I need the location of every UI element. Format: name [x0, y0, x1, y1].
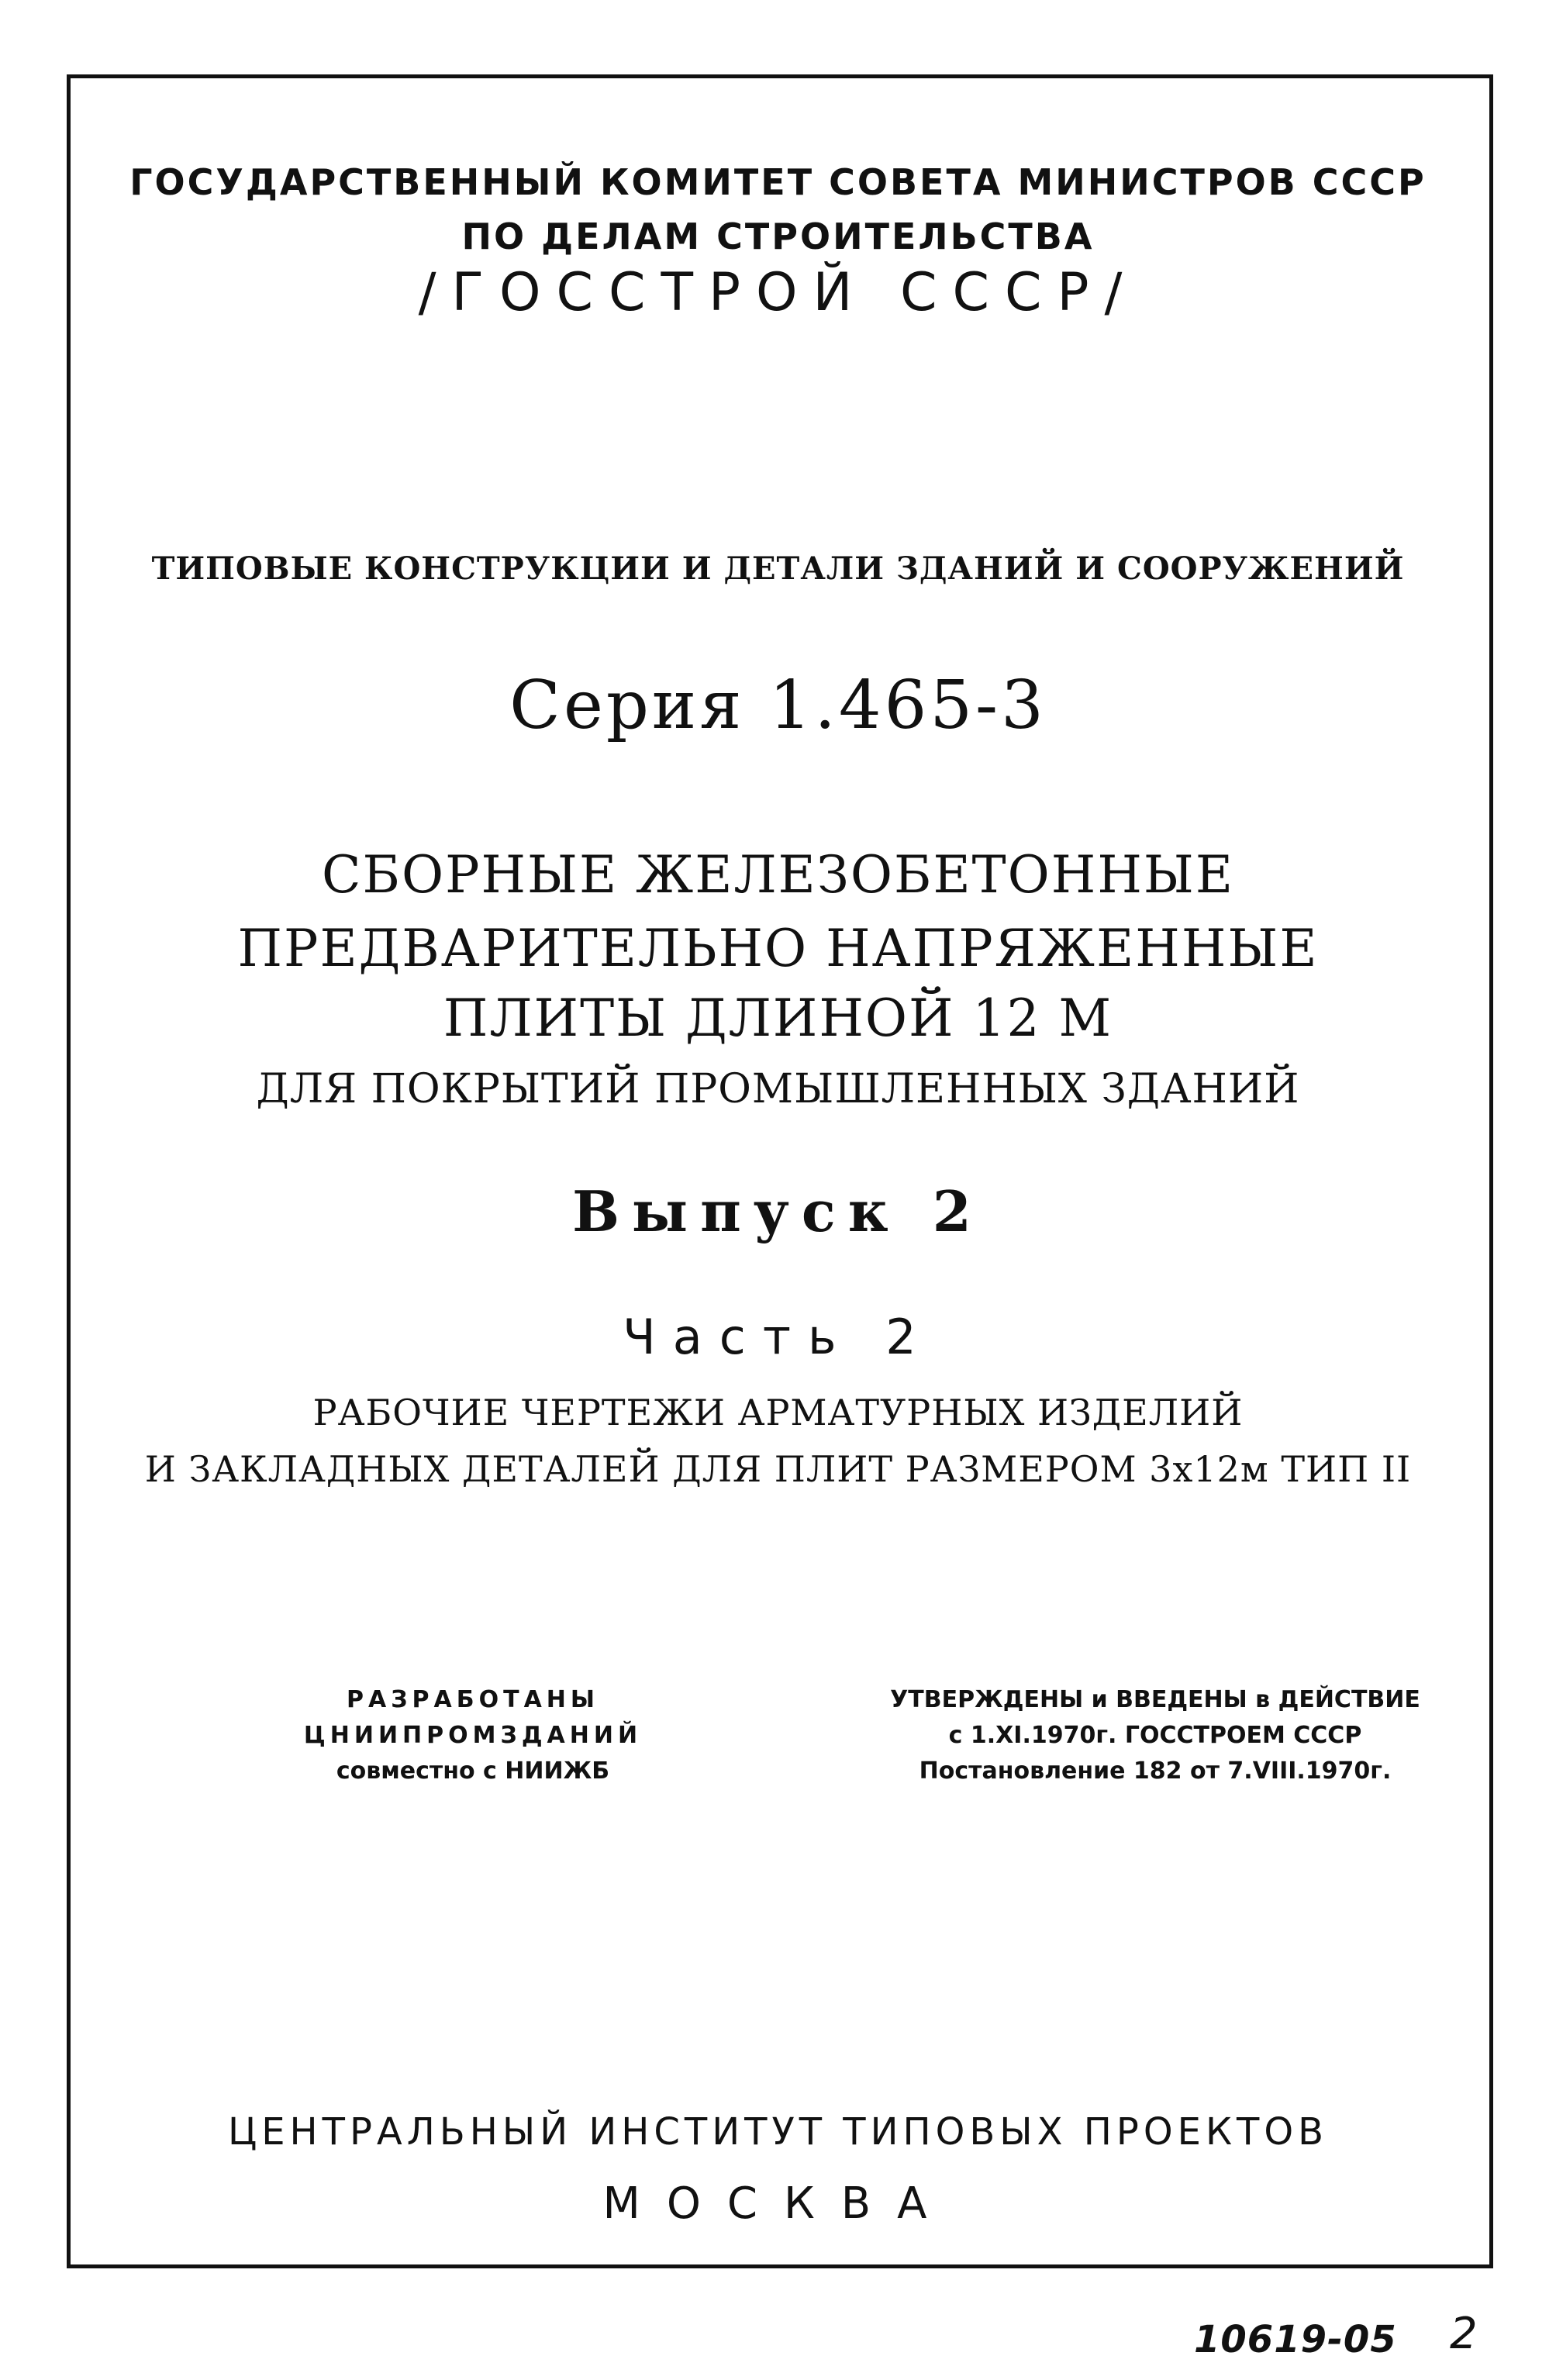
title-line-1: СБОРНЫЕ ЖЕЛЕЗОБЕТОННЫЕ: [321, 845, 1235, 905]
subtitle-line-1: РАБОЧИЕ ЧЕРТЕЖИ АРМАТУРНЫХ ИЗДЕЛИЙ: [312, 1392, 1244, 1433]
gosstroy-label: /ГОССТРОЙ СССР/: [418, 262, 1138, 323]
title-line-3: ПЛИТЫ ДЛИНОЙ 12 М: [443, 988, 1113, 1048]
developed-coauthor: совместно с НИИЖБ: [336, 1757, 610, 1785]
title-line-4: ДЛЯ ПОКРЫТИЙ ПРОМЫШЛЕННЫХ ЗДАНИЙ: [256, 1066, 1300, 1112]
approval-line-1: УТВЕРЖДЕНЫ и ВВЕДЕНЫ в ДЕЙСТВИЕ: [890, 1686, 1420, 1713]
developed-org: ЦНИИПРОМЗДАНИЙ: [303, 1722, 643, 1749]
inventory-stamp: 10619-05: [1194, 2318, 1397, 2361]
ministry-line-1: ГОСУДАРСТВЕННЫЙ КОМИТЕТ СОВЕТА МИНИСТРОВ СССР: [129, 161, 1427, 203]
publisher-city: МОСКВА: [602, 2178, 954, 2229]
title-line-2: ПРЕДВАРИТЕЛЬНО НАПРЯЖЕННЫЕ: [237, 919, 1319, 978]
approval-line-2: с 1.XI.1970г. ГОССТРОЕМ СССР: [948, 1722, 1362, 1749]
approval-line-3: Постановление 182 от 7.VIII.1970г.: [919, 1757, 1392, 1785]
issue-number: Выпуск 2: [572, 1178, 984, 1244]
page-mark: 2: [1450, 2309, 1478, 2359]
subtitle-line-2: И ЗАКЛАДНЫХ ДЕТАЛЕЙ ДЛЯ ПЛИТ РАЗМЕРОМ 3х12м ТИП II: [144, 1448, 1412, 1490]
publisher-institute: ЦЕНТРАЛЬНЫЙ ИНСТИТУТ ТИПОВЫХ ПРОЕКТОВ: [227, 2110, 1329, 2154]
developed-by-block: [233, 1682, 713, 1789]
developed-heading: РАЗРАБОТАНЫ: [347, 1686, 599, 1713]
collection-heading: ТИПОВЫЕ КОНСТРУКЦИИ И ДЕТАЛИ ЗДАНИЙ И СООРУЖЕНИЙ: [151, 550, 1405, 587]
series-number: Серия 1.465-3: [509, 667, 1047, 744]
approval-block: [845, 1682, 1465, 1789]
part-number: Часть 2: [623, 1309, 933, 1365]
ministry-line-2: ПО ДЕЛАМ СТРОИТЕЛЬСТВА: [461, 216, 1095, 257]
page-border-frame: [67, 74, 1493, 2268]
